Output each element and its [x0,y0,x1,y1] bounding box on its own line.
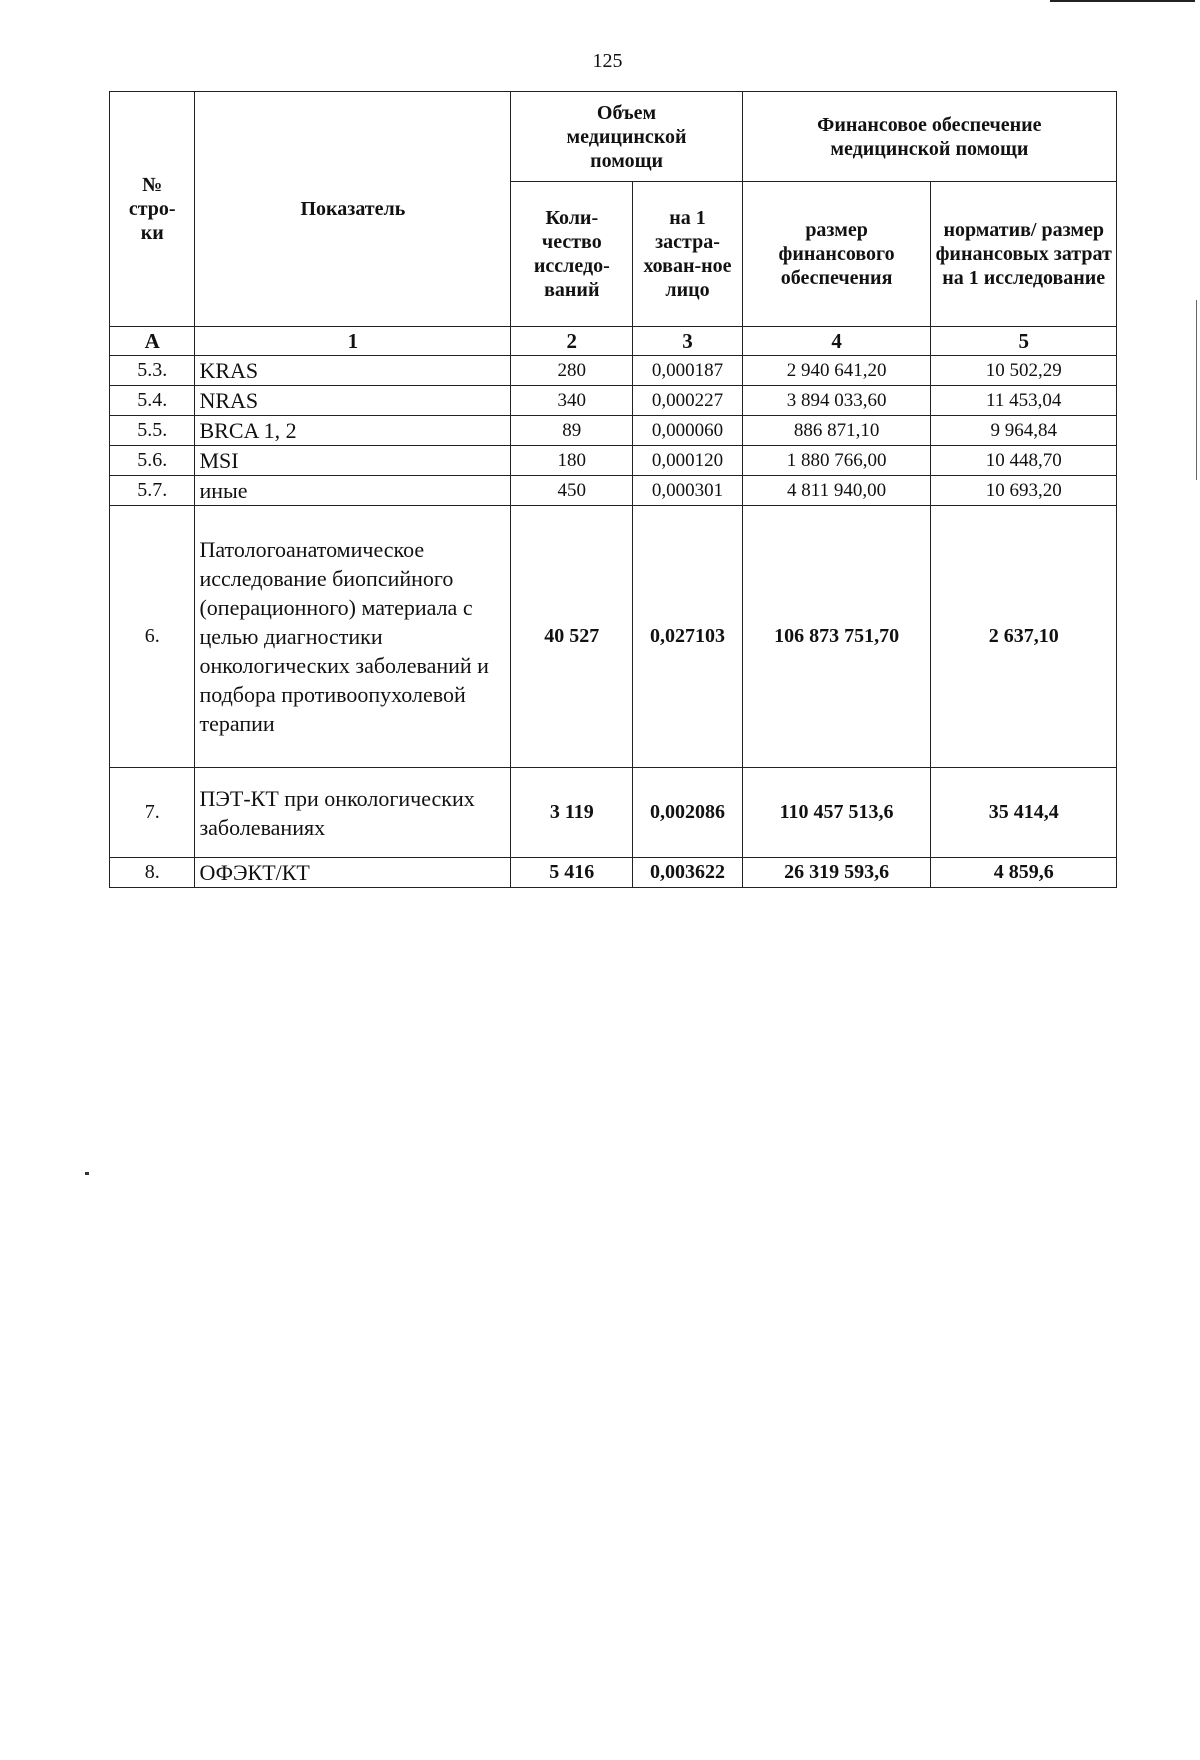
row-number: 5.7. [110,476,195,506]
financing-table [109,91,1117,888]
table-row [110,506,1117,768]
right-edge-rule [1196,300,1197,480]
row-indicator: BRCA 1, 2 [195,416,511,446]
row-count: 450 [511,476,633,506]
index-cell: 5 [931,327,1117,356]
row-finance: 110 457 513,6 [742,768,931,858]
index-cell: 2 [511,327,633,356]
row-count: 280 [511,356,633,386]
row-indicator: Патологоанатомическое исследование биопсийного (операционного) материала с целью диагностики онкологических заболеваний и подбора противоопухолевой терапии [195,506,511,768]
row-norm: 9 964,84 [931,416,1117,446]
stray-mark [85,1172,89,1175]
row-number: 5.6. [110,446,195,476]
row-finance: 886 871,10 [742,416,931,446]
table-row [110,768,1117,858]
row-indicator: ПЭТ-КТ при онкологических заболеваниях [195,768,511,858]
table-row [110,858,1117,888]
row-count: 89 [511,416,633,446]
top-edge-rule [1050,0,1195,2]
row-per-insured: 0,000120 [633,446,742,476]
row-per-insured: 0,000227 [633,386,742,416]
header-volume-group: Объем медицинской помощи [511,92,742,182]
row-count: 340 [511,386,633,416]
index-cell: 3 [633,327,742,356]
row-finance: 1 880 766,00 [742,446,931,476]
row-number: 7. [110,768,195,858]
row-per-insured: 0,000301 [633,476,742,506]
row-norm: 10 693,20 [931,476,1117,506]
row-finance: 26 319 593,6 [742,858,931,888]
page-number: 125 [592,50,623,72]
header-norm: норматив/ размер финансовых затрат на 1 исследование [931,182,1117,327]
index-cell: 1 [195,327,511,356]
row-number: 6. [110,506,195,768]
row-finance: 3 894 033,60 [742,386,931,416]
row-number: 5.3. [110,356,195,386]
row-indicator: ОФЭКТ/КТ [195,858,511,888]
table-row [110,446,1117,476]
header-finance-size: размер финансового обеспечения [742,182,931,327]
row-norm: 10 448,70 [931,446,1117,476]
row-per-insured: 0,027103 [633,506,742,768]
row-per-insured: 0,002086 [633,768,742,858]
row-norm: 11 453,04 [931,386,1117,416]
row-number: 5.4. [110,386,195,416]
table-row [110,476,1117,506]
header-indicator: Показатель [195,92,511,327]
row-per-insured: 0,003622 [633,858,742,888]
row-finance: 2 940 641,20 [742,356,931,386]
row-finance: 4 811 940,00 [742,476,931,506]
row-per-insured: 0,000187 [633,356,742,386]
row-count: 3 119 [511,768,633,858]
table-row [110,356,1117,386]
index-cell: А [110,327,195,356]
row-count: 180 [511,446,633,476]
header-row-number: № стро-ки [110,92,195,327]
header-finance-group: Финансовое обеспечение медицинской помощи [742,92,1116,182]
table-row [110,386,1117,416]
row-indicator: иные [195,476,511,506]
row-indicator: MSI [195,446,511,476]
row-norm: 35 414,4 [931,768,1117,858]
row-indicator: KRAS [195,356,511,386]
row-norm: 10 502,29 [931,356,1117,386]
header-per-insured: на 1 застра-хован-ное лицо [633,182,742,327]
row-indicator: NRAS [195,386,511,416]
row-number: 5.5. [110,416,195,446]
row-number: 8. [110,858,195,888]
header-count: Коли-чество исследо-ваний [511,182,633,327]
row-norm: 4 859,6 [931,858,1117,888]
row-count: 5 416 [511,858,633,888]
row-count: 40 527 [511,506,633,768]
index-cell: 4 [742,327,931,356]
row-per-insured: 0,000060 [633,416,742,446]
table-row [110,416,1117,446]
row-finance: 106 873 751,70 [742,506,931,768]
row-norm: 2 637,10 [931,506,1117,768]
